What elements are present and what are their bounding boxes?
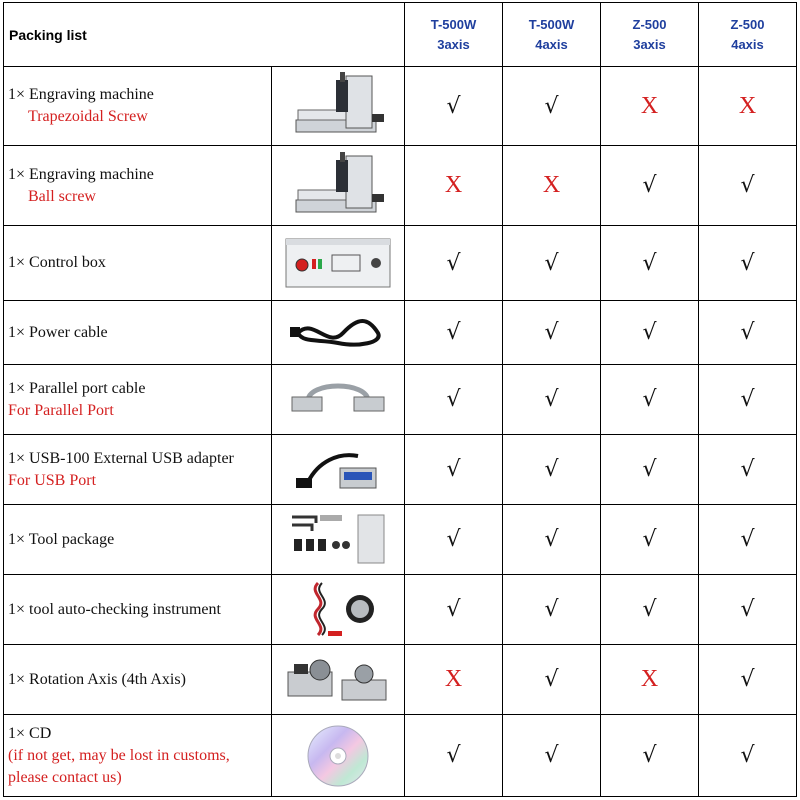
mark-cell xyxy=(405,226,503,301)
table-row xyxy=(4,435,797,505)
col-axis: 3axis xyxy=(437,36,470,52)
mark-cell xyxy=(503,365,601,435)
engraving-machine-image xyxy=(272,146,405,226)
check-mark-icon: √ xyxy=(642,743,657,768)
mark-cell xyxy=(699,505,797,575)
col-header-t500w-4axis xyxy=(503,3,601,67)
item-name-cell xyxy=(4,301,272,365)
mark-cell xyxy=(503,146,601,226)
mark-cell xyxy=(699,715,797,797)
check-mark-icon: √ xyxy=(740,743,755,768)
mark-cell xyxy=(503,301,601,365)
col-header-t500w-3axis xyxy=(405,3,503,67)
mark-cell xyxy=(699,226,797,301)
mark-cell xyxy=(405,365,503,435)
item-name-cell xyxy=(4,435,272,505)
item-name: 1× Parallel port cable xyxy=(8,379,146,397)
check-mark-icon: √ xyxy=(740,667,755,692)
check-mark-icon: √ xyxy=(642,597,657,622)
col-model: Z-500 xyxy=(730,16,765,32)
check-mark-icon: √ xyxy=(544,93,559,119)
mark-cell xyxy=(405,67,503,146)
check-mark-icon: √ xyxy=(642,527,657,552)
mark-cell xyxy=(503,715,601,797)
col-axis: 4axis xyxy=(731,36,764,52)
tool-package-image xyxy=(272,505,405,575)
table-row xyxy=(4,226,797,301)
mark-cell xyxy=(601,575,699,645)
mark-cell xyxy=(601,505,699,575)
check-mark-icon: √ xyxy=(740,597,755,622)
mark-cell xyxy=(405,301,503,365)
mark-cell xyxy=(405,575,503,645)
item-name: 1× USB-100 External USB adapter xyxy=(8,449,234,467)
mark-cell xyxy=(503,575,601,645)
table-row xyxy=(4,505,797,575)
cross-mark-icon: X xyxy=(542,172,561,198)
item-name: 1× Rotation Axis (4th Axis) xyxy=(8,670,186,688)
mark-cell xyxy=(601,226,699,301)
check-mark-icon: √ xyxy=(642,387,657,412)
mark-cell xyxy=(699,645,797,715)
mark-cell xyxy=(405,715,503,797)
check-mark-icon: √ xyxy=(544,667,559,692)
mark-cell xyxy=(601,715,699,797)
col-model: T-500W xyxy=(430,16,477,32)
mark-cell xyxy=(699,301,797,365)
item-name-cell xyxy=(4,146,272,226)
table-row xyxy=(4,301,797,365)
mark-cell xyxy=(503,435,601,505)
item-name-cell xyxy=(4,67,272,146)
item-name: 1× Power cable xyxy=(8,323,108,341)
item-name-cell xyxy=(4,575,272,645)
item-name: 1× Control box xyxy=(8,254,106,271)
item-name: 1× Engraving machine xyxy=(8,165,154,183)
item-name-cell xyxy=(4,365,272,435)
control-box-image xyxy=(272,226,405,301)
power-cable-image xyxy=(272,301,405,365)
item-note: Ball screw xyxy=(28,187,96,205)
check-mark-icon: √ xyxy=(446,387,461,412)
col-model: Z-500 xyxy=(632,16,667,32)
check-mark-icon: √ xyxy=(642,250,657,276)
cross-mark-icon: X xyxy=(640,666,659,692)
table-row xyxy=(4,645,797,715)
table-row xyxy=(4,715,797,797)
check-mark-icon: √ xyxy=(544,457,559,482)
mark-cell xyxy=(601,645,699,715)
check-mark-icon: √ xyxy=(740,250,755,276)
col-axis: 3axis xyxy=(633,36,666,52)
col-header-z500-4axis xyxy=(699,3,797,67)
check-mark-icon: √ xyxy=(446,93,461,119)
check-mark-icon: √ xyxy=(642,457,657,482)
cd-image xyxy=(272,715,405,797)
item-note: (if not get, may be lost in customs, xyxy=(8,746,230,764)
col-model: T-500W xyxy=(528,16,575,32)
item-name-cell xyxy=(4,226,272,301)
engraving-machine-image xyxy=(272,67,405,146)
packing-table xyxy=(3,2,797,797)
cross-mark-icon: X xyxy=(444,666,463,692)
mark-cell xyxy=(601,301,699,365)
check-mark-icon: √ xyxy=(740,320,755,345)
col-header-z500-3axis xyxy=(601,3,699,67)
check-mark-icon: √ xyxy=(446,743,461,768)
check-mark-icon: √ xyxy=(740,387,755,412)
item-name: 1× CD xyxy=(8,724,52,742)
mark-cell xyxy=(405,505,503,575)
table-row xyxy=(4,146,797,226)
rotation-axis-image xyxy=(272,645,405,715)
check-mark-icon: √ xyxy=(446,597,461,622)
table-row xyxy=(4,575,797,645)
item-name: 1× Tool package xyxy=(8,530,115,548)
check-mark-icon: √ xyxy=(446,457,461,482)
table-row xyxy=(4,365,797,435)
check-mark-icon: √ xyxy=(544,743,559,768)
check-mark-icon: √ xyxy=(544,527,559,552)
usb-adapter-image xyxy=(272,435,405,505)
check-mark-icon: √ xyxy=(544,250,559,276)
tool-checking-instrument-image xyxy=(272,575,405,645)
header-row xyxy=(4,3,797,67)
check-mark-icon: √ xyxy=(544,387,559,412)
item-name: 1× Engraving machine xyxy=(8,86,154,103)
mark-cell xyxy=(699,365,797,435)
mark-cell xyxy=(503,226,601,301)
col-axis: 4axis xyxy=(535,36,568,52)
check-mark-icon: √ xyxy=(446,250,461,276)
item-note: Trapezoidal Screw xyxy=(28,108,148,125)
check-mark-icon: √ xyxy=(740,173,755,198)
cross-mark-icon: X xyxy=(738,92,757,119)
mark-cell xyxy=(699,146,797,226)
check-mark-icon: √ xyxy=(740,527,755,552)
check-mark-icon: √ xyxy=(544,320,559,345)
check-mark-icon: √ xyxy=(446,527,461,552)
item-name-cell xyxy=(4,645,272,715)
mark-cell xyxy=(405,146,503,226)
item-name: 1× tool auto-checking instrument xyxy=(8,600,221,618)
check-mark-icon: √ xyxy=(740,457,755,482)
mark-cell xyxy=(503,67,601,146)
item-name-cell xyxy=(4,715,272,797)
packing-list-title: Packing list xyxy=(4,3,405,67)
check-mark-icon: √ xyxy=(642,320,657,345)
table-row xyxy=(4,67,797,146)
check-mark-icon: √ xyxy=(446,320,461,345)
mark-cell xyxy=(601,146,699,226)
mark-cell xyxy=(601,435,699,505)
item-note: For USB Port xyxy=(8,471,97,489)
mark-cell xyxy=(601,365,699,435)
item-name-cell xyxy=(4,505,272,575)
cross-mark-icon: X xyxy=(640,92,659,119)
mark-cell xyxy=(503,645,601,715)
check-mark-icon: √ xyxy=(642,173,657,198)
parallel-cable-image xyxy=(272,365,405,435)
mark-cell xyxy=(405,645,503,715)
item-note: please contact us) xyxy=(8,768,122,786)
mark-cell xyxy=(405,435,503,505)
mark-cell xyxy=(699,575,797,645)
mark-cell xyxy=(699,67,797,146)
mark-cell xyxy=(503,505,601,575)
check-mark-icon: √ xyxy=(544,597,559,622)
mark-cell xyxy=(699,435,797,505)
cross-mark-icon: X xyxy=(444,172,463,198)
mark-cell xyxy=(601,67,699,146)
item-note: For Parallel Port xyxy=(8,401,114,419)
